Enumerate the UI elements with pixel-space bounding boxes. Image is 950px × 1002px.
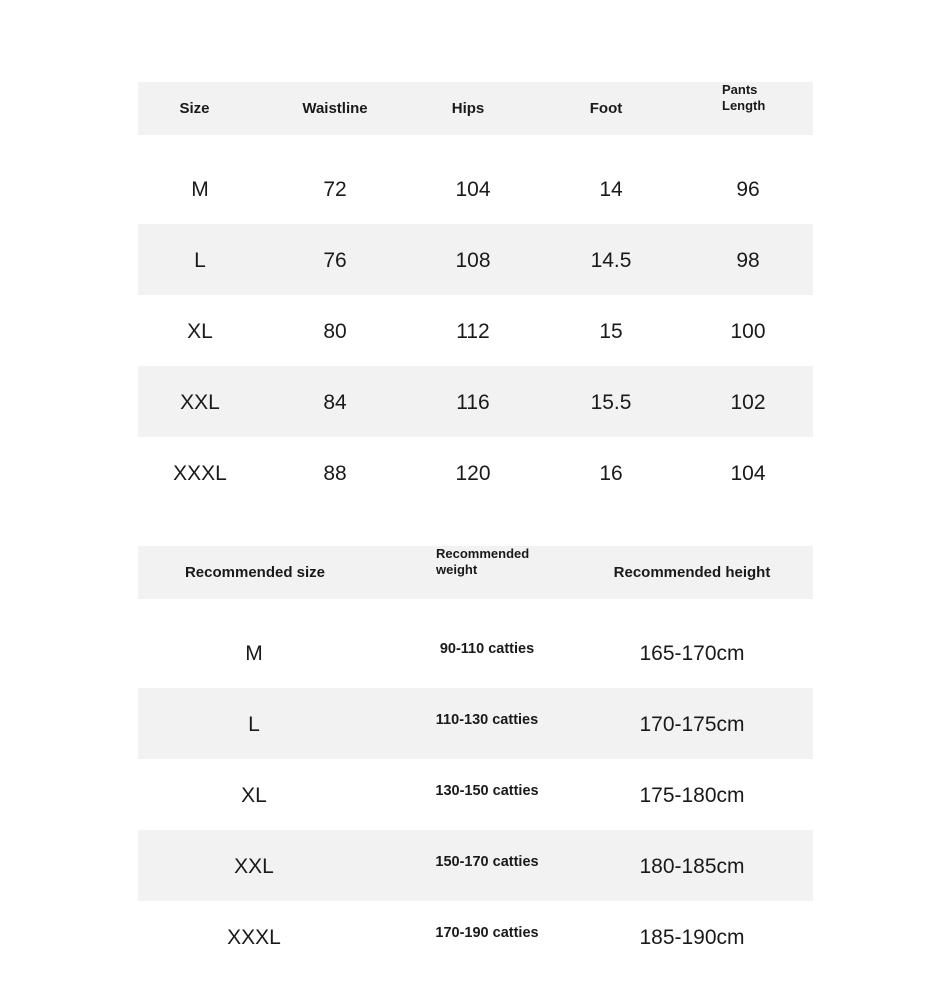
table-row (138, 437, 813, 508)
cell-recommended-weight: 170-190 catties (435, 925, 539, 941)
cell-foot: 14 (599, 177, 623, 201)
cell-recommended-weight: 150-170 catties (435, 854, 539, 870)
cell-pants-length: 96 (736, 177, 760, 201)
size-table-header (138, 82, 813, 135)
cell-recommended-height: 185-190cm (639, 925, 745, 949)
cell-foot: 15 (599, 319, 623, 343)
cell-hips: 120 (455, 461, 491, 485)
cell-recommended-height: 165-170cm (639, 641, 745, 665)
cell-recommended-weight: 90-110 catties (439, 641, 535, 657)
header-pants-length-line2: Length (722, 98, 766, 113)
recommendation-table-header (138, 546, 813, 599)
cell-recommended-size: XXXL (227, 925, 281, 949)
cell-foot: 15.5 (590, 390, 632, 414)
header-recommended-weight-line1: Recommended (436, 546, 530, 561)
header-waistline: Waistline (302, 100, 368, 117)
table-row (138, 617, 813, 688)
cell-hips: 108 (455, 248, 491, 272)
header-size: Size (179, 100, 210, 117)
cell-recommended-height: 170-175cm (639, 712, 745, 736)
cell-recommended-weight: 110-130 catties (435, 712, 539, 728)
table-row (138, 688, 813, 759)
cell-size: XL (187, 319, 213, 343)
cell-recommended-size: XL (241, 783, 267, 807)
header-hips: Hips (451, 100, 485, 117)
cell-hips: 112 (456, 319, 490, 343)
table-row (138, 295, 813, 366)
cell-hips: 104 (455, 177, 491, 201)
cell-waistline: 84 (323, 390, 347, 414)
cell-recommended-size: XXL (234, 854, 274, 878)
size-measurement-table (138, 82, 813, 508)
table-row (138, 366, 813, 437)
cell-waistline: 88 (323, 461, 347, 485)
cell-foot: 14.5 (590, 248, 632, 272)
table-row (138, 830, 813, 901)
cell-pants-length: 104 (730, 461, 766, 485)
cell-recommended-weight: 130-150 catties (435, 783, 539, 799)
cell-size: XXXL (173, 461, 227, 485)
header-recommended-weight (436, 546, 556, 599)
cell-size: L (194, 248, 206, 272)
header-pants-length-line1: Pants (722, 82, 758, 97)
cell-pants-length: 98 (736, 248, 760, 272)
cell-pants-length: 100 (730, 319, 766, 343)
cell-recommended-size: M (245, 641, 263, 665)
table-row (138, 901, 813, 972)
cell-recommended-height: 180-185cm (639, 854, 745, 878)
size-recommendation-table (138, 546, 813, 972)
cell-size: M (191, 177, 209, 201)
cell-waistline: 80 (323, 319, 347, 343)
cell-waistline: 76 (323, 248, 347, 272)
cell-size: XXL (180, 390, 220, 414)
cell-pants-length: 102 (730, 390, 766, 414)
header-recommended-weight-line2: weight (436, 562, 478, 577)
header-recommended-size: Recommended size (184, 564, 326, 581)
header-pants-length (722, 82, 812, 135)
cell-foot: 16 (599, 461, 623, 485)
cell-recommended-height: 175-180cm (639, 783, 745, 807)
cell-waistline: 72 (323, 177, 347, 201)
table-row (138, 224, 813, 295)
header-foot: Foot (589, 100, 623, 117)
table-row (138, 153, 813, 224)
cell-hips: 116 (456, 390, 490, 414)
cell-recommended-size: L (248, 712, 260, 736)
header-recommended-height: Recommended height (613, 564, 771, 581)
table-row (138, 759, 813, 830)
